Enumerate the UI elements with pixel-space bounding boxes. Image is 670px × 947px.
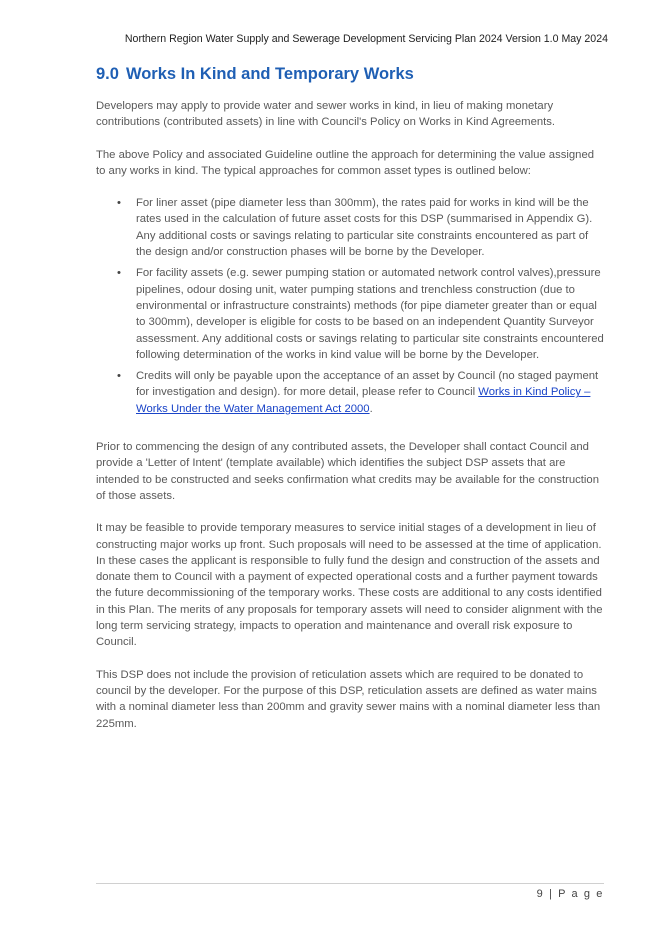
section-title: Works In Kind and Temporary Works bbox=[125, 65, 414, 83]
bullet-marker: • bbox=[117, 370, 121, 383]
paragraph-letter-of-intent: Prior to commencing the design of any contributed assets, the Developer shall contact Council and provide a 'Letter of Intent' (template available) which identifies the subject DSP assets that are intended to be constructed and seeks confirmation what credits may be available for the construction of those assets. bbox=[96, 441, 599, 502]
section-heading bbox=[96, 65, 414, 84]
list-item-liner-asset bbox=[117, 195, 604, 260]
footer-divider bbox=[96, 883, 604, 884]
paragraph-policy: The above Policy and associated Guideline outline the approach for determining the value assigned to any works in kind. The typical approaches for common asset types is outlined below: bbox=[96, 148, 595, 177]
paragraph-reticulation: This DSP does not include the provision of reticulation assets which are required to be donated to council by the developer. For the purpose of this DSP, reticulation assets are defined as water mains with a nominal diameter less than 200mm and gravity sewer mains with a nominal diameter less than 225mm. bbox=[96, 668, 601, 730]
asset-type-list bbox=[96, 195, 604, 417]
list-item-text: For facility assets (e.g. sewer pumping station or automated network control valves),pressure pipelines, odour dosing unit, water pumping stations and trenchless construction (due to environmental or infrastructure constraints) methods (for pipe diameter greater than or equal to 300mm), developer is eligible for costs to be based on an independent Quantity Surveyor assessment. Any additional costs or savings relating to particular site constraints encountered following determination of the works in kind value will be borne by the Developer. bbox=[136, 267, 604, 361]
body-text bbox=[96, 98, 604, 748]
paragraph-temporary-works: It may be feasible to provide temporary measures to service initial stages of a development in lieu of constructing major works up front. Such proposals will need to be assessed at the time of application. In these cases the applicant is responsible to fully fund the design and construction of the assets and donate them to Council with a payment of expected operational costs and a further payment towards the future decommissioning of the temporary works. These costs are additional to any costs identified in this Plan. The merits of any proposals for temporary assets will need to consider alignment with the long term servicing strategy, impacts to operation and maintenance and overall risk exposure to Council. bbox=[96, 522, 603, 649]
running-header: Northern Region Water Supply and Sewerage Development Servicing Plan 2024 Version 1.0 May 2024 bbox=[124, 33, 608, 45]
works-in-kind-policy-link[interactable]: Works in Kind Policy – Works Under the Water Management Act 2000 bbox=[136, 386, 591, 415]
list-item-facility-assets bbox=[117, 265, 604, 363]
list-item-suffix: . bbox=[369, 402, 373, 415]
bullet-marker: • bbox=[117, 197, 121, 210]
list-item-text: For liner asset (pipe diameter less than 300mm), the rates paid for works in kind will be the rates used in the calculation of future asset costs for this DSP (summarised in Appendix G). Any additional costs or savings relating to particular site constraints encountered as part of the design and/or construction phases will be borne by the Developer. bbox=[136, 197, 593, 259]
list-item-text: Credits will only be payable upon the acceptance of an asset by Council (no staged payment for investigation and design). for more detail, please refer to Council bbox=[136, 370, 599, 399]
bullet-marker: • bbox=[117, 267, 121, 280]
paragraph-intro: Developers may apply to provide water and sewer works in kind, in lieu of making monetary contributions (contributed assets) in line with Council's Policy on Works in Kind Agreements. bbox=[96, 100, 556, 129]
list-item-credits bbox=[117, 368, 604, 417]
page-number: 9 | P a g e bbox=[536, 888, 604, 900]
section-number: 9.0 bbox=[96, 65, 119, 83]
